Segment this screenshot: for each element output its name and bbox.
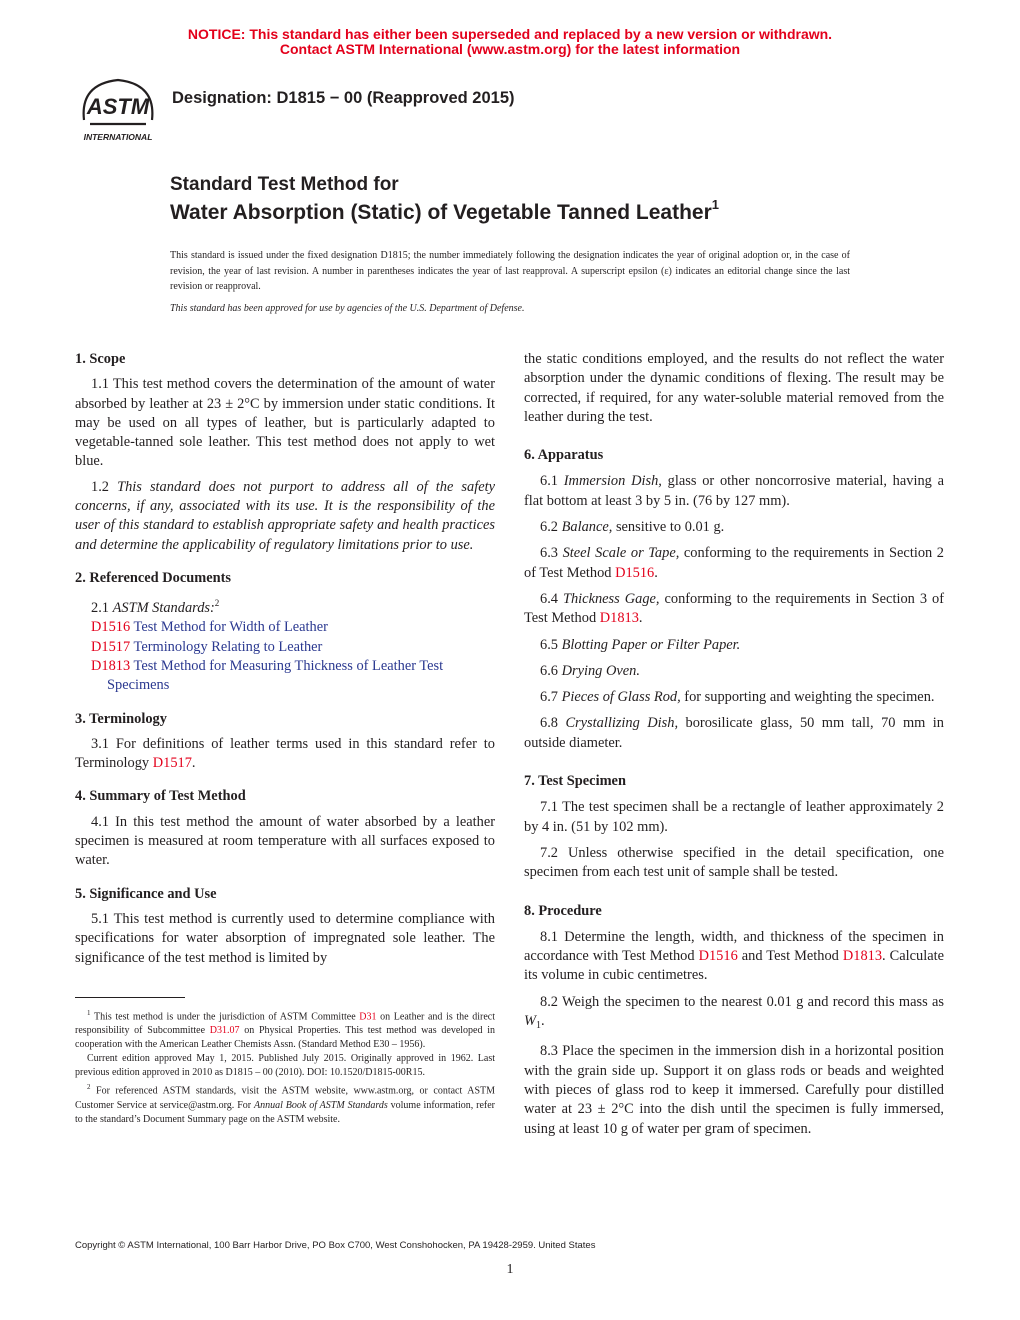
item-name: Crystallizing Dish,: [565, 715, 679, 732]
item-text: borosilicate glass, 50 mm tall, 70 mm in outside diameter.: [524, 715, 944, 751]
para-8-1-a: 8.1 Determine the length, width, and thickness of the specimen in accordance with Test Method: [524, 928, 944, 965]
ref-title[interactable]: Test Method for Measuring Thickness of Leather Test Specimens: [107, 657, 444, 694]
item-text: glass or other noncorrosive material, having a flat bottom at least 3 by 5 in. (76 by 127 mm).: [524, 473, 944, 509]
withdrawal-notice: [0, 27, 1020, 57]
footnote-2-marker: 2: [87, 1083, 91, 1092]
footnote-1-marker: 1: [87, 1009, 91, 1017]
footnote-2-text-a: For referenced ASTM standards, visit the ASTM website, www.astm.org, or contact ASTM Customer Service at service@astm.org. For: [75, 1085, 495, 1111]
item-num: 6.2: [540, 519, 562, 536]
section-6-heading: 6. Apparatus: [524, 447, 604, 464]
approved-note: This standard has been approved for use by agencies of the U.S. Department of Defense.: [170, 303, 525, 314]
para-6-2: [524, 518, 944, 537]
title-footnote-marker: 1: [711, 197, 720, 212]
variable-subscript: 1: [536, 1020, 541, 1032]
para-7-2: 7.2 Unless otherwise specified in the detail specification, one specimen from each test unit of sample shall be tested.: [524, 844, 944, 881]
para-6-6: [524, 662, 944, 681]
logo-subtext: INTERNATIONAL: [83, 132, 153, 142]
section-7-heading: 7. Test Specimen: [524, 773, 626, 790]
ref-d1813[interactable]: [75, 657, 495, 696]
notice-line-2: Contact ASTM International (www.astm.org) for the latest information: [279, 41, 741, 57]
para-1-2-text: This standard does not purport to address all of the safety concerns, if any, associated with its use. It is the responsibility of the user of this standard to establish appropriate safety and health practices and determine the applicability of regulatory limitations prior to use.: [75, 478, 495, 553]
item-num: 6.4: [540, 590, 563, 607]
para-5-1-continued: the static conditions employed, and the results do not reflect the water absorption under the dynamic conditions of flexing. The result may be corrected, if required, for any water-soluble material removed from the leather during the test.: [524, 351, 944, 425]
footnote-1-text-c: on Physical Properties. This test method was developed in cooperation with the American Leather Chemists Assn. (Standard Method E30 – 1956).: [75, 1025, 495, 1051]
footnote-2-text-b: volume information, refer to the standard’s Document Summary page on the ASTM website.: [75, 1099, 495, 1125]
item-num: 6.8: [540, 715, 566, 732]
item-text: conforming to the requirements in Section 2 of Test Method: [524, 545, 944, 581]
ref-code[interactable]: D1517: [91, 638, 131, 655]
para-8-2-end: .: [541, 1013, 545, 1030]
item-name: Steel Scale or Tape,: [562, 545, 680, 562]
ref-code[interactable]: D1516: [91, 619, 131, 636]
item-end: .: [638, 610, 643, 627]
variable-w: W: [524, 1013, 536, 1030]
page-number: 1: [506, 1262, 514, 1277]
item-num: 6.3: [540, 545, 563, 562]
title-text: Water Absorption (Static) of Vegetable Tanned Leather: [170, 201, 712, 224]
para-2-1-sup: 2: [214, 598, 220, 609]
ref-link-d31-07[interactable]: D31.07: [209, 1025, 240, 1037]
para-3-1-end: .: [191, 755, 196, 772]
ref-link-d1813[interactable]: D1813: [842, 948, 883, 965]
notice-line-1: NOTICE: This standard has either been superseded and replaced by a new version or withdrawn.: [187, 26, 833, 42]
footnote-1: [75, 1006, 495, 1052]
footnote-1-text-a: This test method is under the jurisdiction of ASTM Committee: [90, 1011, 360, 1023]
para-2-1-num: 2.1: [91, 600, 113, 617]
para-1-1: 1.1 This test method covers the determination of the amount of water absorbed by leather at 23 ± 2°C by immersion under static conditions. It may be used on all types of leather, but is particularly adapted to vegetable-tanned sole leather. This test method does not apply to wet blue.: [75, 376, 495, 470]
designation: Designation: D1815 − 00 (Reapproved 2015): [172, 89, 515, 107]
para-6-4: [524, 590, 944, 629]
section-3-heading: 3. Terminology: [75, 710, 167, 727]
item-name: Balance,: [561, 519, 613, 536]
ref-title[interactable]: Terminology Relating to Leather: [133, 638, 323, 655]
issued-note: This standard is issued under the fixed designation D1815; the number immediately following the designation indicates the year of original adoption or, in the case of revision, the year of last revision. A number in parentheses indicates the year of last reapproval. A superscript epsilon (ε) indicates an editorial change since the last revision or reapproval.: [170, 250, 850, 292]
ref-link-d1813[interactable]: D1813: [599, 610, 639, 627]
item-end: .: [654, 564, 658, 581]
para-6-5: [524, 636, 944, 655]
item-text: sensitive to 0.01 g.: [612, 519, 725, 536]
ref-link-d1516[interactable]: D1516: [615, 564, 655, 581]
para-5-1: 5.1 This test method is currently used to determine compliance with specifications for water absorption of impregnated sole leather. The significance of the test method is limited by: [75, 910, 495, 966]
logo-text: ASTM: [86, 94, 150, 119]
para-8-2: [524, 993, 944, 1036]
right-column: [524, 350, 944, 1139]
para-7-1: 7.1 The test specimen shall be a rectangle of leather approximately 2 by 4 in. (51 by 102 mm).: [524, 799, 944, 835]
footnote-2-italic: Annual Book of ASTM Standards: [253, 1099, 388, 1111]
ref-link-d1517[interactable]: D1517: [152, 755, 192, 772]
para-1-2-num: 1.2: [91, 478, 118, 495]
para-8-1-c: . Calculate its volume in cubic centimetres.: [524, 948, 944, 984]
footnote-rule: [75, 997, 185, 998]
item-num: 6.5: [540, 636, 562, 653]
item-name: Pieces of Glass Rod,: [561, 689, 681, 706]
item-text: conforming to the requirements in Section 3 of Test Method: [524, 590, 944, 627]
left-column: [75, 350, 495, 968]
item-num: 6.6: [540, 662, 562, 679]
para-8-2-text: 8.2 Weigh the specimen to the nearest 0.01 g and record this mass as: [540, 993, 944, 1010]
para-3-1-text: 3.1 For definitions of leather terms used in this standard refer to Terminology: [75, 735, 495, 772]
para-6-3: [524, 544, 944, 583]
section-5-heading: 5. Significance and Use: [75, 885, 217, 902]
ref-title[interactable]: Test Method for Width of Leather: [133, 619, 328, 636]
para-8-1: [524, 928, 944, 986]
item-text: for supporting and weighting the specimen.: [680, 689, 935, 706]
item-name: Immersion Dish,: [563, 473, 662, 490]
footnote-2: [75, 1080, 495, 1126]
ref-d1516[interactable]: [75, 618, 495, 637]
section-2-heading: 2. Referenced Documents: [75, 569, 231, 586]
ref-code[interactable]: D1813: [91, 657, 131, 674]
ref-link-d31[interactable]: D31: [359, 1011, 377, 1023]
title-line-1: Standard Test Method for: [170, 174, 399, 195]
section-1-heading: 1. Scope: [75, 351, 126, 367]
astm-logo: [74, 74, 162, 144]
item-num: 6.1: [540, 473, 564, 490]
para-4-1: 4.1 In this test method the amount of water absorbed by a leather specimen is measured at room temperature with all surfaces exposed to water.: [75, 813, 495, 869]
para-3-1: [75, 735, 495, 774]
title-line-2: [170, 199, 719, 225]
item-num: 6.7: [540, 689, 562, 706]
para-6-1: [524, 472, 944, 511]
para-6-7: [524, 688, 944, 707]
item-name: Drying Oven.: [561, 662, 640, 679]
para-2-1-text: ASTM Standards:: [112, 600, 215, 617]
item-name: Blotting Paper or Filter Paper.: [561, 636, 741, 653]
ref-d1517[interactable]: [75, 638, 495, 657]
para-6-8: [524, 714, 944, 753]
footnotes: [75, 1006, 495, 1127]
para-8-3: 8.3 Place the specimen in the immersion dish in a horizontal position with the grain side up. Support it on glass rods or beads and weighted with pieces of glass rod to keep it immersed. Carefully pour distilled water at 23 ± 2°C into the dish until the specimen is fully immersed, using at least 10 g of water per gram of specimen.: [524, 1043, 944, 1137]
copyright: Copyright © ASTM International, 100 Barr Harbor Drive, PO Box C700, West Conshohocken, PA 19428-2959. United States: [75, 1240, 596, 1251]
item-name: Thickness Gage,: [562, 590, 660, 607]
para-2-1: [75, 594, 495, 618]
footnote-1-text-b: on Leather and is the direct responsibility of Subcommittee: [75, 1011, 496, 1037]
section-8-heading: 8. Procedure: [524, 902, 602, 919]
para-8-1-b: and Test Method: [737, 948, 843, 965]
para-1-2: [75, 478, 495, 555]
section-4-heading: 4. Summary of Test Method: [75, 788, 246, 805]
ref-link-d1516[interactable]: D1516: [698, 948, 738, 965]
footnote-1-edition: Current edition approved May 1, 2015. Published July 2015. Originally approved in 1962. Last previous edition approved in 2010 as D1815 – 00 (2010). DOI: 10.1520/D1815-00R15.: [75, 1053, 495, 1079]
